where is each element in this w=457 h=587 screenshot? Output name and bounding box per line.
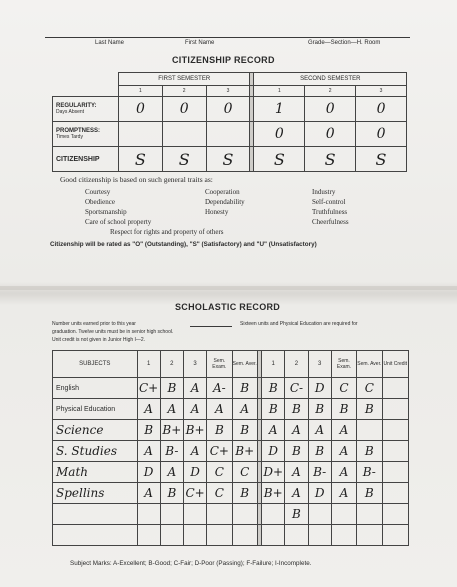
- grade-cell: [137, 525, 160, 546]
- grade-cell: B: [262, 378, 285, 399]
- grade-cell: [382, 504, 409, 525]
- row-label: PROMPTNESS:: [56, 128, 101, 134]
- citizenship-cell: 0: [206, 97, 250, 122]
- citizenship-cell: [119, 122, 163, 147]
- last-name-label: Last Name: [95, 40, 125, 46]
- citizenship-cell: S: [254, 147, 305, 172]
- grade-cell: [382, 378, 409, 399]
- trait: Obedience: [85, 198, 115, 206]
- grade-cell: B: [357, 399, 382, 420]
- grade-cell: C: [232, 462, 257, 483]
- grade-cell: C+: [137, 378, 160, 399]
- period-header: 2: [305, 86, 356, 97]
- grade-cell: B: [262, 399, 285, 420]
- grade-cell: B+: [183, 420, 206, 441]
- row-label: REGULARITY:: [56, 103, 97, 109]
- column-header: 3: [308, 351, 331, 378]
- citizenship-cell: 0: [162, 97, 206, 122]
- subject-row: [53, 504, 409, 525]
- grade-cell: [285, 525, 308, 546]
- grade-cell: [232, 504, 257, 525]
- grade-cell: A-: [207, 378, 232, 399]
- trait: Dependability: [205, 198, 245, 206]
- grade-cell: D: [308, 483, 331, 504]
- grade-cell: A: [285, 462, 308, 483]
- units-note: Number units earned prior to this year: [52, 321, 136, 327]
- units-note: Sixteen units and Physical Education are required for: [240, 321, 358, 327]
- trait: Honesty: [205, 208, 229, 216]
- units-note: graduation. Twelve units must be in senior high school.: [52, 329, 174, 335]
- grade-cell: A: [160, 462, 183, 483]
- grade-cell: C+: [207, 441, 232, 462]
- grade-cell: [183, 525, 206, 546]
- grade-section-label: Grade—Section—H. Room: [308, 40, 381, 46]
- subject-row: [53, 462, 409, 483]
- grade-cell: C: [207, 462, 232, 483]
- grade-cell: A: [232, 399, 257, 420]
- citizenship-cell: S: [162, 147, 206, 172]
- citizenship-cell: [162, 122, 206, 147]
- grade-cell: D: [137, 462, 160, 483]
- trait: Cheerfulness: [312, 218, 349, 226]
- grade-cell: B: [285, 504, 308, 525]
- grade-cell: A: [207, 399, 232, 420]
- grade-cell: [160, 504, 183, 525]
- grade-cell: B: [285, 441, 308, 462]
- grade-cell: A: [137, 441, 160, 462]
- column-header: 3: [183, 351, 206, 378]
- subject-row: [53, 378, 409, 399]
- grade-cell: B: [308, 399, 331, 420]
- column-header: Sem. Exam.: [331, 351, 356, 378]
- grade-cell: [382, 420, 409, 441]
- grade-cell: B+: [160, 420, 183, 441]
- column-header: 2: [285, 351, 308, 378]
- period-header: 1: [119, 86, 163, 97]
- grade-cell: [382, 441, 409, 462]
- grade-cell: [357, 525, 382, 546]
- trait: Courtesy: [85, 188, 111, 196]
- column-header: 2: [160, 351, 183, 378]
- grade-cell: C: [331, 378, 356, 399]
- first-name-label: First Name: [185, 40, 215, 46]
- paper-fold: [0, 286, 457, 290]
- grade-cell: B: [232, 420, 257, 441]
- scholastic-table: [52, 350, 409, 546]
- subject-marks-legend: Subject Marks: A-Excellent; B-Good; C-Fair; D-Poor (Passing); F-Failure; I-Incomplete.: [70, 560, 312, 567]
- units-note: Unit credit is not given in Junior High I—2.: [52, 337, 146, 343]
- grade-cell: [137, 504, 160, 525]
- grade-cell: [331, 525, 356, 546]
- row-label: CITIZENSHIP: [56, 155, 100, 163]
- grade-cell: B: [232, 483, 257, 504]
- citizenship-cell: S: [119, 147, 163, 172]
- grade-cell: [183, 504, 206, 525]
- grade-cell: D: [183, 462, 206, 483]
- grade-cell: [262, 504, 285, 525]
- second-semester-header: SECOND SEMESTER: [254, 73, 407, 86]
- citizenship-cell: 0: [356, 122, 407, 147]
- grade-cell: C+: [183, 483, 206, 504]
- grade-cell: [262, 525, 285, 546]
- grade-cell: B-: [308, 462, 331, 483]
- grade-cell: A: [160, 399, 183, 420]
- grade-cell: [331, 504, 356, 525]
- trait: Sportsmanship: [85, 208, 127, 216]
- subject-name: English: [53, 378, 138, 399]
- subject-name: [53, 525, 138, 546]
- column-header: Sem. Exam.: [207, 351, 232, 378]
- subject-name: Spellins: [53, 483, 138, 504]
- grade-cell: A: [137, 399, 160, 420]
- citizenship-cell: 0: [305, 122, 356, 147]
- trait: Industry: [312, 188, 336, 196]
- trait: Care of school property: [85, 218, 152, 226]
- grade-cell: A: [137, 483, 160, 504]
- grade-cell: A: [331, 441, 356, 462]
- trait: Self-control: [312, 198, 346, 206]
- grade-cell: A: [308, 420, 331, 441]
- grade-cell: A: [285, 420, 308, 441]
- citizenship-table: [52, 72, 407, 172]
- grade-cell: B: [308, 441, 331, 462]
- scholastic-title: SCHOLASTIC RECORD: [175, 302, 281, 312]
- grade-cell: [207, 525, 232, 546]
- citizenship-cell: 0: [305, 97, 356, 122]
- grade-cell: C: [357, 378, 382, 399]
- period-header: 3: [206, 86, 250, 97]
- trait: Truthfulness: [312, 208, 348, 216]
- subject-name: [53, 504, 138, 525]
- grade-cell: B: [160, 483, 183, 504]
- subject-row: [53, 483, 409, 504]
- grade-cell: B: [232, 378, 257, 399]
- trait: Respect for rights and property of others: [110, 228, 224, 236]
- grade-cell: [382, 483, 409, 504]
- citizenship-cell: 0: [254, 122, 305, 147]
- grade-cell: A: [183, 378, 206, 399]
- units-blank-line: [190, 326, 232, 327]
- citizenship-title: CITIZENSHIP RECORD: [172, 55, 275, 65]
- grade-cell: [308, 504, 331, 525]
- grade-cell: B: [160, 378, 183, 399]
- grade-cell: A: [183, 399, 206, 420]
- subject-name: Science: [53, 420, 138, 441]
- subject-name: S. Studies: [53, 441, 138, 462]
- grade-cell: B+: [262, 483, 285, 504]
- row-sublabel: Days Absent: [56, 109, 85, 115]
- citizenship-cell: S: [305, 147, 356, 172]
- grade-cell: A: [285, 483, 308, 504]
- subject-row: [53, 420, 409, 441]
- grade-cell: B: [357, 483, 382, 504]
- grade-cell: [382, 462, 409, 483]
- column-header: Sem. Aver.: [357, 351, 382, 378]
- grade-cell: [232, 525, 257, 546]
- grade-cell: A: [331, 483, 356, 504]
- grade-cell: D: [308, 378, 331, 399]
- grade-cell: B: [331, 399, 356, 420]
- grade-cell: D: [262, 441, 285, 462]
- grade-cell: [357, 420, 382, 441]
- period-header: 2: [162, 86, 206, 97]
- citizenship-cell: S: [356, 147, 407, 172]
- subject-row: [53, 441, 409, 462]
- row-sublabel: Times Tardy: [56, 134, 83, 140]
- subject-name: Math: [53, 462, 138, 483]
- column-header: Sem. Aver.: [232, 351, 257, 378]
- traits-intro: Good citizenship is based on such general traits as:: [60, 175, 213, 184]
- column-header: 1: [137, 351, 160, 378]
- citizenship-row: [53, 97, 407, 122]
- grade-cell: B: [357, 441, 382, 462]
- grade-cell: A: [331, 420, 356, 441]
- column-header: 1: [262, 351, 285, 378]
- citizenship-row: [53, 147, 407, 172]
- grade-cell: A: [262, 420, 285, 441]
- grade-cell: [382, 525, 409, 546]
- trait: Cooperation: [205, 188, 240, 196]
- grade-cell: [382, 399, 409, 420]
- citizenship-cell: 1: [254, 97, 305, 122]
- grade-cell: A: [331, 462, 356, 483]
- name-line: [45, 37, 410, 38]
- citizenship-row: [53, 122, 407, 147]
- grade-cell: D+: [262, 462, 285, 483]
- grade-cell: [308, 525, 331, 546]
- grade-cell: C: [207, 483, 232, 504]
- column-header: Unit Credit: [382, 351, 409, 378]
- grade-cell: A: [183, 441, 206, 462]
- grade-cell: B+: [232, 441, 257, 462]
- citizenship-cell: 0: [119, 97, 163, 122]
- citizenship-cell: S: [206, 147, 250, 172]
- first-semester-header: FIRST SEMESTER: [119, 73, 250, 86]
- grade-cell: [357, 504, 382, 525]
- subject-row: [53, 399, 409, 420]
- citizenship-cell: 0: [356, 97, 407, 122]
- subjects-header: SUBJECTS: [53, 351, 138, 378]
- subject-name: Physical Education: [53, 399, 138, 420]
- grade-cell: B: [137, 420, 160, 441]
- grade-cell: B-: [160, 441, 183, 462]
- grade-cell: B: [285, 399, 308, 420]
- subject-row: [53, 525, 409, 546]
- grade-cell: [207, 504, 232, 525]
- citizenship-cell: [206, 122, 250, 147]
- grade-cell: C-: [285, 378, 308, 399]
- grade-cell: [160, 525, 183, 546]
- rating-legend: Citizenship will be rated as "O" (Outstanding), "S" (Satisfactory) and "U" (Unsatisfactory): [50, 241, 317, 248]
- grade-cell: B: [207, 420, 232, 441]
- grade-cell: B-: [357, 462, 382, 483]
- scholastic-header-row: [53, 351, 409, 378]
- period-header: 3: [356, 86, 407, 97]
- period-header: 1: [254, 86, 305, 97]
